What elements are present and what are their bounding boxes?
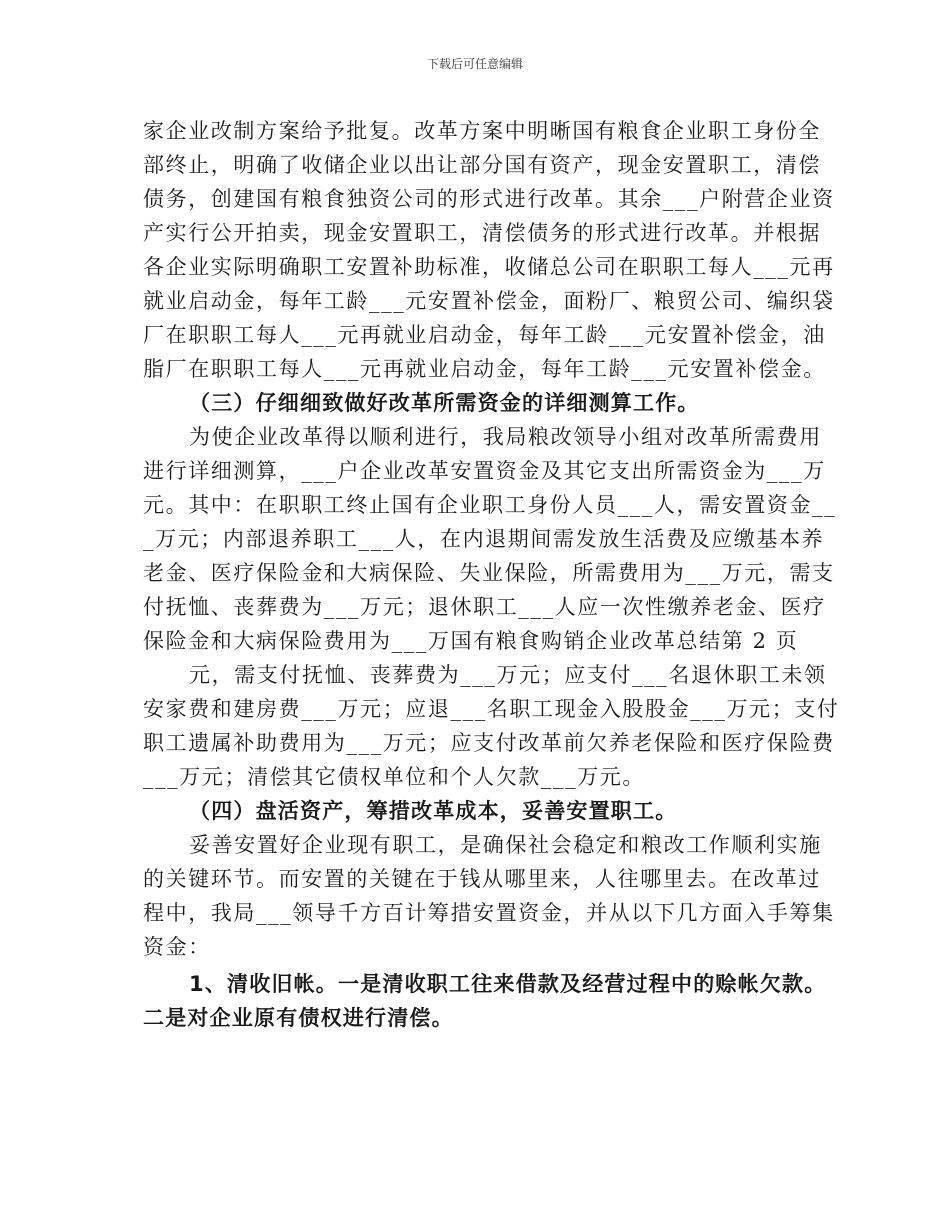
text-line: 程中，我局___领导千方百计筹措安置资金，并从以下几方面入手筹集 [143, 901, 835, 925]
text-line: 债务，创建国有粮食独资公司的形式进行改革。其余___户附营企业资 [143, 187, 835, 211]
text-line: 资金： [143, 935, 211, 959]
text-line: 脂厂在职职工每人___元再就业启动金，每年工龄___元安置补偿金。 [143, 357, 826, 381]
text-line: 妥善安置好企业现有职工，是确保社会稳定和粮改工作顺利实施 [189, 833, 822, 857]
text-line: 付抚恤、丧葬费为___万元；退休职工___人应一次性缴养老金、医疗 [143, 595, 826, 619]
text-line: ___万元；清偿其它债权单位和个人欠款___万元。 [143, 765, 645, 789]
text-line: 厂在职职工每人___元再就业启动金，每年工龄___元安置补偿金，油 [143, 323, 826, 347]
text-line: 就业启动金，每年工龄___元安置补偿金，面粉厂、粮贸公司、编织袋 [143, 289, 835, 313]
section-heading-3: （三）仔细细致做好改革所需资金的详细测算工作。 [189, 391, 700, 415]
section-heading-4: （四）盘活资产，筹措改革成本，妥善安置职工。 [189, 799, 678, 823]
text-line: 元，需支付抚恤、丧葬费为___万元；应支付___名退休职工未领 [189, 663, 827, 687]
text-line: 为使企业改革得以顺利进行，我局粮改领导小组对改革所需费用 [189, 425, 822, 449]
text-line: 家企业改制方案给予批复。改革方案中明晰国有粮食企业职工身份全 [143, 119, 821, 143]
text-line: 安家费和建房费___万元；应退___名职工现金入股股金___万元；支付 [143, 697, 840, 721]
text-line: 元。其中：在职职工终止国有企业职工身份人员___人，需安置资金__ [143, 493, 837, 517]
bold-item-line: 1、清收旧帐。一是清收职工往来借款及经营过程中的赊帐欠款。 [189, 972, 827, 996]
text-line: 保险金和大病保险费用为___万国有粮食购销企业改革总结第 2 页 [143, 629, 799, 653]
text-line: 部终止，明确了收储企业以出让部分国有资产，现金安置职工，清偿 [143, 153, 821, 177]
text-line: _万元；内部退养职工___人，在内退期间需发放生活费及应缴基本养 [143, 527, 825, 551]
text-line: 产实行公开拍卖，现金安置职工，清偿债务的形式进行改革。并根据 [143, 221, 821, 245]
text-line: 的关键环节。而安置的关键在于钱从哪里来，人往哪里去。在改革过 [143, 867, 821, 891]
text-line: 职工遗属补助费用为___万元；应支付改革前欠养老保险和医疗保险费 [143, 731, 835, 755]
text-line: 进行详细测算，___户企业改革安置资金及其它支出所需资金为___万 [143, 459, 826, 483]
bold-item-line: 二是对企业原有债权进行清偿。 [143, 1006, 454, 1030]
text-line: 老金、医疗保险金和大病保险、失业保险，所需费用为___万元，需支 [143, 561, 835, 585]
text-line: 各企业实际明确职工安置补助标准，收储总公司在职职工每人___元再 [143, 255, 835, 279]
document-body [143, 114, 840, 1035]
page-header: 下载后可任意编辑 [426, 57, 523, 71]
